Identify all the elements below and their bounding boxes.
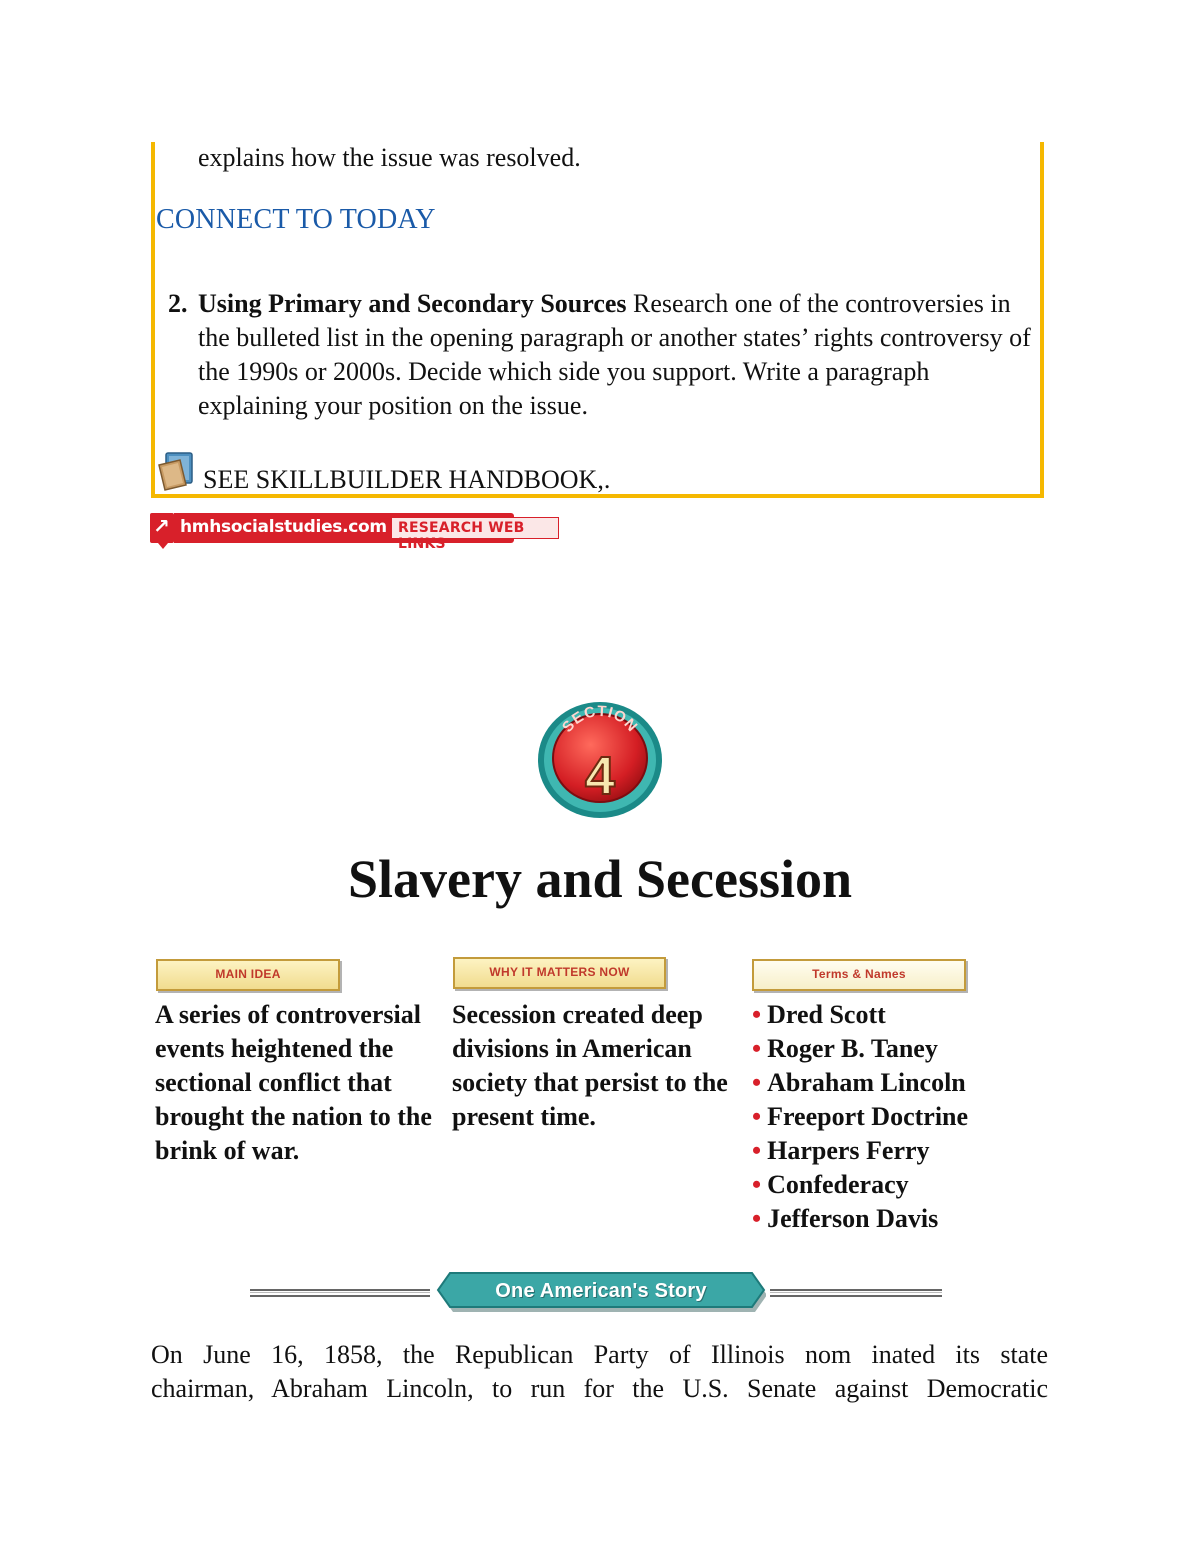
research-web-links-banner[interactable] xyxy=(150,512,540,552)
skillbuilder-text: SEE SKILLBUILDER HANDBOOK,. xyxy=(203,465,611,494)
term-label: Dred Scott xyxy=(767,1000,886,1029)
main-idea-tag xyxy=(156,959,340,991)
why-it-matters-tag xyxy=(453,957,666,989)
bullet-icon: • xyxy=(752,1000,762,1029)
story-paragraph xyxy=(151,1338,1048,1406)
continued-text: explains how the issue was resolved. xyxy=(198,143,581,172)
term-label: Confederacy xyxy=(767,1170,909,1199)
weblinks-site-bar xyxy=(174,513,525,552)
list-item xyxy=(752,1202,968,1236)
link-arrow-icon: ↗ xyxy=(150,513,174,543)
weblinks-tab-label: RESEARCH WEB LINKS xyxy=(398,520,525,552)
section-badge xyxy=(536,698,664,820)
term-label: Abraham Lincoln xyxy=(767,1068,966,1097)
connect-to-today-heading: CONNECT TO TODAY xyxy=(156,204,436,235)
story-line-2: chairman, Abraham Lincoln, to run for the U.S. Senate against Democratic xyxy=(151,1374,1048,1403)
bullet-icon: • xyxy=(752,1102,762,1131)
bullet-icon: • xyxy=(752,1204,762,1233)
section-title: Slavery and Secession xyxy=(347,849,853,909)
term-label: Freeport Doctrine xyxy=(767,1102,969,1131)
bullet-icon: • xyxy=(752,1170,762,1199)
section-badge-number: 4 xyxy=(584,746,616,806)
terms-and-names-tag xyxy=(752,959,966,991)
main-idea-label: MAIN IDEA xyxy=(215,967,281,981)
activity-body xyxy=(198,287,1043,423)
terms-list xyxy=(752,998,968,1236)
list-item xyxy=(752,998,968,1032)
story-line-1: On June 16, 1858, the Republican Party of Illinois nom inated its state xyxy=(151,1340,1048,1369)
section-badge-label: SECTION xyxy=(558,702,642,736)
activity-lead: Using Primary and Secondary Sources xyxy=(198,289,627,318)
list-item xyxy=(752,1100,968,1134)
term-label: Jefferson Davis xyxy=(767,1204,939,1233)
activity-number: 2. xyxy=(168,289,188,318)
term-label: Harpers Ferry xyxy=(767,1136,930,1165)
list-item xyxy=(752,1032,968,1066)
terms-and-names-label: Terms & Names xyxy=(812,967,906,981)
story-banner-pill xyxy=(436,1271,766,1313)
list-item xyxy=(752,1168,968,1202)
bullet-icon: • xyxy=(752,1034,762,1063)
weblinks-tab xyxy=(391,517,559,552)
one-americans-story-banner xyxy=(250,1268,950,1318)
list-item xyxy=(752,1066,968,1100)
story-banner-label: One American's Story xyxy=(495,1280,707,1302)
weblinks-site: hmhsocialstudies.com xyxy=(180,517,387,537)
main-idea-text: A series of controversial events heightened the sectional conflict that brought the nation to the brink of war. xyxy=(155,1000,432,1165)
bullet-icon: • xyxy=(752,1136,762,1165)
term-label: Roger B. Taney xyxy=(767,1034,938,1063)
bullet-icon: • xyxy=(752,1068,762,1097)
why-it-matters-text: Secession created deep divisions in American society that persist to the present time. xyxy=(452,1000,728,1131)
divider xyxy=(770,1289,942,1297)
why-it-matters-label: WHY IT MATTERS NOW xyxy=(489,965,630,979)
activity-item xyxy=(168,287,1043,423)
divider xyxy=(250,1289,430,1297)
activity-text: Research one of the controversies in the bulleted list in the opening paragraph or another states’ rights controversy of the 1990s or 2000s. Decide which side you support. Write a paragraph explaining your position on the issue. xyxy=(198,289,1031,420)
list-item xyxy=(752,1134,968,1168)
handbook-icon xyxy=(156,451,196,491)
